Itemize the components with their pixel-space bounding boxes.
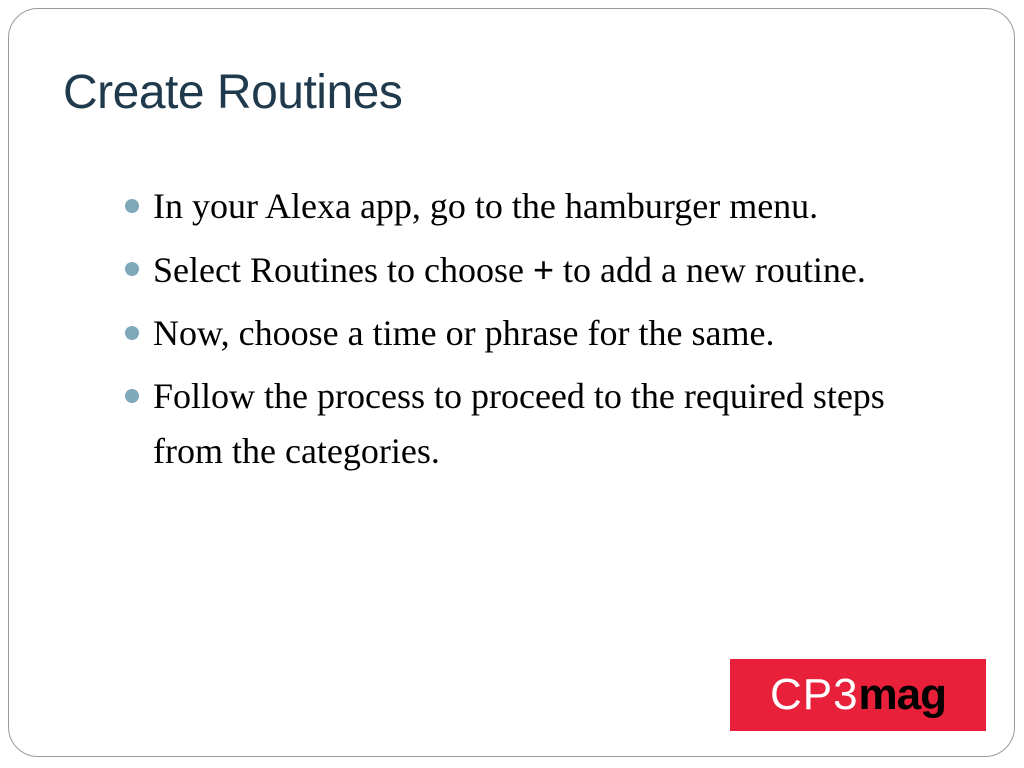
- bullet-item: [125, 242, 925, 298]
- logo-text-mag: mag: [858, 670, 947, 719]
- bullet-text: In your Alexa app, go to the hamburger menu.: [153, 186, 819, 226]
- plus-symbol: +: [532, 249, 554, 290]
- bullet-item: [125, 179, 925, 234]
- logo-text-cp3: CP3: [769, 670, 859, 719]
- bullet-text-after: to add a new routine.: [553, 250, 866, 290]
- bullet-text: Follow the process to proceed to the required steps from the categories.: [153, 376, 885, 471]
- slide-frame: [8, 8, 1015, 757]
- bullet-dot-icon: [125, 199, 139, 213]
- bullet-item: [125, 369, 925, 479]
- cp3mag-logo: [730, 659, 986, 731]
- bullet-dot-icon: [125, 262, 139, 276]
- bullet-text-before: Select Routines to choose: [153, 250, 533, 290]
- bullet-list: [125, 179, 925, 487]
- bullet-dot-icon: [125, 389, 139, 403]
- bullet-dot-icon: [125, 326, 139, 340]
- bullet-item: [125, 306, 925, 361]
- slide-title: Create Routines: [63, 66, 403, 119]
- bullet-text: Now, choose a time or phrase for the same.: [153, 313, 775, 353]
